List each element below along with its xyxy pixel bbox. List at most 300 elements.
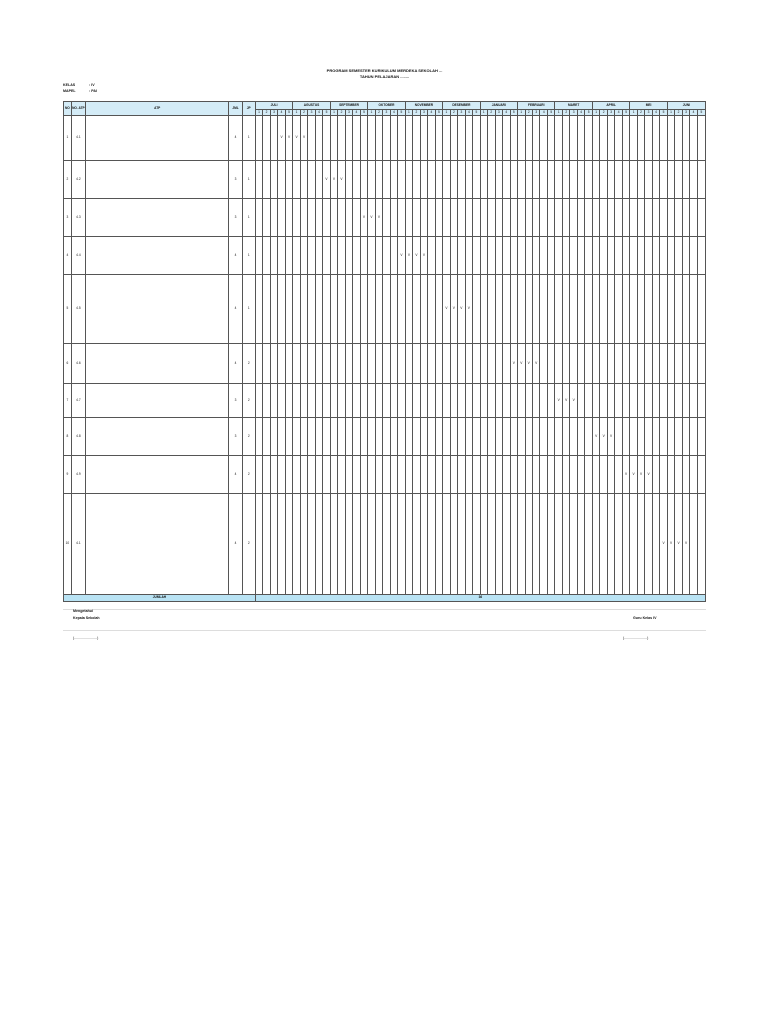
week-cell [660, 161, 668, 199]
week-cell [383, 344, 390, 384]
week-cell [368, 161, 375, 199]
week-cell [510, 418, 518, 456]
week-cell [338, 116, 345, 161]
guru-signature-line: (.......................) [623, 636, 649, 640]
atp-code: 4.1 [71, 116, 85, 161]
week-cell [368, 418, 375, 456]
week-cell [255, 384, 262, 418]
week-cell [607, 161, 614, 199]
week-cell [480, 237, 487, 275]
week-cell [645, 237, 652, 275]
week-cell [592, 237, 599, 275]
week-cell [510, 237, 518, 275]
week-cell [383, 456, 390, 494]
table-row [64, 418, 706, 456]
week-mark: V [450, 275, 457, 344]
week-cell [690, 344, 697, 384]
week-cell [420, 456, 427, 494]
week-cell [375, 494, 382, 595]
week-cell [383, 494, 390, 595]
week-header: 5 [473, 110, 481, 116]
week-cell [308, 456, 315, 494]
jml-value: 3 [229, 384, 242, 418]
week-header: 1 [405, 110, 412, 116]
week-cell [547, 275, 555, 344]
week-mark: V [562, 384, 569, 418]
week-cell [315, 199, 322, 237]
week-cell [562, 494, 569, 595]
week-cell [645, 494, 652, 595]
week-cell [510, 384, 518, 418]
week-mark: V [622, 456, 630, 494]
week-mark: V [660, 494, 668, 595]
week-cell [547, 161, 555, 199]
week-cell [562, 344, 569, 384]
week-cell [300, 199, 307, 237]
week-cell [285, 275, 293, 344]
week-cell [667, 237, 674, 275]
week-cell [375, 275, 382, 344]
week-mark: V [637, 456, 644, 494]
week-cell [525, 116, 532, 161]
week-cell [518, 275, 525, 344]
week-cell [592, 494, 599, 595]
atp-description [86, 199, 229, 237]
week-cell [428, 494, 435, 595]
jp-value: 2 [242, 418, 255, 456]
week-mark: V [607, 418, 614, 456]
week-cell [353, 161, 360, 199]
week-cell [518, 199, 525, 237]
week-cell [443, 456, 450, 494]
week-cell [622, 161, 630, 199]
week-cell [368, 275, 375, 344]
week-cell [630, 275, 637, 344]
week-mark: V [645, 456, 652, 494]
week-cell [390, 237, 397, 275]
week-header: 2 [263, 110, 270, 116]
week-cell [255, 237, 262, 275]
jml-value: 3 [229, 161, 242, 199]
week-cell [488, 199, 495, 237]
mapel-value: : PAI [89, 89, 97, 93]
week-cell [398, 161, 406, 199]
week-mark: V [375, 199, 382, 237]
table-row [64, 161, 706, 199]
week-cell [600, 344, 607, 384]
week-cell [428, 275, 435, 344]
week-cell [435, 161, 443, 199]
week-cell [600, 199, 607, 237]
week-cell [660, 456, 668, 494]
week-cell [630, 384, 637, 418]
month-header: JUNI [667, 102, 705, 110]
week-cell [308, 344, 315, 384]
week-cell [398, 344, 406, 384]
week-cell [285, 199, 293, 237]
week-cell [667, 116, 674, 161]
week-cell [525, 237, 532, 275]
week-cell [450, 116, 457, 161]
week-mark: V [330, 161, 337, 199]
week-cell [495, 494, 502, 595]
week-cell [547, 418, 555, 456]
week-cell [398, 418, 406, 456]
week-cell [450, 237, 457, 275]
week-cell [540, 275, 547, 344]
week-cell [480, 344, 487, 384]
week-cell [547, 199, 555, 237]
week-header: 1 [480, 110, 487, 116]
week-cell [278, 494, 285, 595]
week-cell [675, 116, 682, 161]
week-cell [360, 237, 368, 275]
week-cell [577, 199, 584, 237]
week-cell [435, 494, 443, 595]
week-cell [532, 237, 539, 275]
week-cell [630, 199, 637, 237]
jp-value: 2 [242, 456, 255, 494]
week-cell [300, 237, 307, 275]
week-cell [518, 237, 525, 275]
month-header: FEBRUARI [518, 102, 555, 110]
week-cell [652, 384, 659, 418]
week-cell [488, 344, 495, 384]
week-cell [630, 237, 637, 275]
row-number: 7 [64, 384, 72, 418]
week-cell [315, 275, 322, 344]
table-row [64, 237, 706, 275]
week-cell [503, 384, 510, 418]
week-cell [547, 237, 555, 275]
week-cell [607, 456, 614, 494]
week-cell [585, 199, 592, 237]
week-cell [465, 456, 472, 494]
week-mark: V [420, 237, 427, 275]
week-mark: V [368, 199, 375, 237]
week-cell [390, 275, 397, 344]
week-cell [615, 199, 622, 237]
week-cell [697, 116, 705, 161]
week-cell [308, 237, 315, 275]
week-cell [270, 199, 277, 237]
week-cell [308, 275, 315, 344]
week-cell [615, 344, 622, 384]
week-cell [518, 456, 525, 494]
week-cell [405, 418, 412, 456]
week-cell [518, 384, 525, 418]
week-cell [345, 237, 352, 275]
week-cell [652, 275, 659, 344]
week-cell [660, 199, 668, 237]
mapel-line [63, 89, 97, 94]
week-cell [585, 418, 592, 456]
jp-value: 1 [242, 237, 255, 275]
atp-description [86, 494, 229, 595]
week-cell [323, 456, 331, 494]
week-header: 4 [577, 110, 584, 116]
week-cell [465, 344, 472, 384]
jp-value: 1 [242, 161, 255, 199]
week-mark: V [338, 161, 345, 199]
week-cell [585, 161, 592, 199]
week-cell [682, 384, 689, 418]
week-cell [473, 494, 481, 595]
week-cell [660, 418, 668, 456]
week-mark: V [465, 275, 472, 344]
week-cell [353, 237, 360, 275]
week-cell [615, 161, 622, 199]
week-mark: V [675, 494, 682, 595]
week-mark: V [293, 116, 300, 161]
week-cell [450, 494, 457, 595]
week-cell [285, 494, 293, 595]
week-cell [428, 418, 435, 456]
week-cell [495, 275, 502, 344]
week-cell [450, 344, 457, 384]
week-cell [510, 456, 518, 494]
week-header: 1 [330, 110, 337, 116]
week-cell [503, 237, 510, 275]
week-cell [607, 384, 614, 418]
week-cell [360, 494, 368, 595]
week-cell [420, 384, 427, 418]
week-cell [338, 237, 345, 275]
week-mark: V [682, 494, 689, 595]
week-cell [540, 494, 547, 595]
week-cell [577, 161, 584, 199]
week-cell [577, 116, 584, 161]
week-header: 4 [315, 110, 322, 116]
week-cell [458, 494, 465, 595]
week-cell [293, 199, 300, 237]
week-cell [480, 456, 487, 494]
week-cell [690, 116, 697, 161]
week-mark: V [667, 494, 674, 595]
week-cell [270, 116, 277, 161]
week-cell [682, 237, 689, 275]
atp-description [86, 275, 229, 344]
week-cell [450, 199, 457, 237]
jml-value: 3 [229, 199, 242, 237]
week-cell [547, 494, 555, 595]
week-cell [465, 418, 472, 456]
row-number: 1 [64, 116, 72, 161]
kepala-sekolah-label: Kepala Sekolah [73, 616, 100, 620]
week-cell [398, 384, 406, 418]
summary-row [64, 595, 706, 602]
week-cell [592, 161, 599, 199]
week-cell [562, 418, 569, 456]
week-cell [255, 275, 262, 344]
week-cell [338, 384, 345, 418]
week-cell [308, 494, 315, 595]
week-cell [270, 275, 277, 344]
week-header: 2 [413, 110, 420, 116]
week-cell [263, 237, 270, 275]
week-cell [697, 161, 705, 199]
week-cell [278, 237, 285, 275]
week-cell [443, 237, 450, 275]
week-cell [413, 418, 420, 456]
atp-code: 4.8 [71, 418, 85, 456]
week-cell [503, 199, 510, 237]
week-cell [390, 161, 397, 199]
week-cell [585, 275, 592, 344]
week-cell [682, 275, 689, 344]
week-cell [465, 494, 472, 595]
week-cell [682, 418, 689, 456]
week-cell [570, 344, 577, 384]
week-cell [473, 344, 481, 384]
col-header-atp: ATP [86, 102, 229, 116]
week-cell [488, 161, 495, 199]
row-number: 4 [64, 237, 72, 275]
jml-value: 4 [229, 456, 242, 494]
month-header: JULI [255, 102, 292, 110]
week-cell [637, 418, 644, 456]
week-cell [443, 384, 450, 418]
table-row [64, 494, 706, 595]
week-cell [690, 237, 697, 275]
week-cell [652, 418, 659, 456]
week-header: 4 [278, 110, 285, 116]
week-cell [443, 344, 450, 384]
week-cell [600, 456, 607, 494]
col-header-no-atp: NO. ATP [71, 102, 85, 116]
week-cell [600, 494, 607, 595]
week-cell [360, 456, 368, 494]
week-header: 3 [308, 110, 315, 116]
week-cell [488, 384, 495, 418]
week-cell [390, 384, 397, 418]
week-cell [315, 344, 322, 384]
week-cell [330, 199, 337, 237]
week-cell [518, 116, 525, 161]
document-subtitle: TAHUN PELAJARAN ........ [359, 74, 410, 79]
week-cell [495, 456, 502, 494]
week-cell [270, 384, 277, 418]
program-semester-table [63, 101, 706, 602]
week-cell [540, 199, 547, 237]
week-cell [675, 161, 682, 199]
week-cell [323, 494, 331, 595]
week-cell [525, 275, 532, 344]
week-cell [495, 418, 502, 456]
week-cell [368, 237, 375, 275]
week-mark: V [360, 199, 368, 237]
week-cell [428, 199, 435, 237]
week-cell [510, 161, 518, 199]
week-cell [465, 161, 472, 199]
week-cell [405, 494, 412, 595]
week-header: 4 [353, 110, 360, 116]
week-header: 3 [383, 110, 390, 116]
week-cell [622, 116, 630, 161]
week-cell [323, 344, 331, 384]
week-cell [615, 384, 622, 418]
week-cell [345, 199, 352, 237]
week-cell [532, 275, 539, 344]
week-cell [405, 384, 412, 418]
week-cell [443, 418, 450, 456]
week-cell [435, 344, 443, 384]
week-cell [690, 418, 697, 456]
atp-description [86, 344, 229, 384]
week-cell [540, 161, 547, 199]
week-cell [697, 344, 705, 384]
week-cell [555, 494, 562, 595]
week-cell [428, 344, 435, 384]
week-cell [645, 384, 652, 418]
week-cell [622, 344, 630, 384]
week-cell [473, 418, 481, 456]
week-cell [330, 418, 337, 456]
week-cell [263, 418, 270, 456]
jp-value: 2 [242, 384, 255, 418]
week-cell [315, 418, 322, 456]
week-cell [255, 418, 262, 456]
week-cell [398, 494, 406, 595]
week-cell [585, 344, 592, 384]
week-cell [510, 275, 518, 344]
atp-code: 4.2 [71, 161, 85, 199]
week-cell [405, 199, 412, 237]
week-cell [278, 418, 285, 456]
week-cell [270, 494, 277, 595]
week-cell [413, 161, 420, 199]
week-cell [383, 116, 390, 161]
week-cell [345, 494, 352, 595]
week-cell [637, 494, 644, 595]
week-cell [675, 237, 682, 275]
week-cell [682, 199, 689, 237]
week-cell [645, 116, 652, 161]
week-cell [667, 456, 674, 494]
week-header: 2 [600, 110, 607, 116]
week-cell [615, 237, 622, 275]
week-cell [458, 344, 465, 384]
week-cell [473, 199, 481, 237]
week-cell [503, 456, 510, 494]
week-cell [435, 384, 443, 418]
week-cell [682, 116, 689, 161]
week-cell [398, 456, 406, 494]
week-cell [675, 384, 682, 418]
week-cell [555, 237, 562, 275]
jml-value: 4 [229, 237, 242, 275]
week-cell [375, 418, 382, 456]
week-cell [690, 199, 697, 237]
week-header: 3 [345, 110, 352, 116]
week-header: 3 [645, 110, 652, 116]
week-cell [330, 494, 337, 595]
week-cell [547, 384, 555, 418]
week-cell [652, 237, 659, 275]
week-cell [577, 456, 584, 494]
week-header: 3 [532, 110, 539, 116]
week-header: 4 [690, 110, 697, 116]
mengetahui-label: Mengetahui [73, 609, 93, 613]
week-cell [607, 275, 614, 344]
mapel-label: MAPEL [63, 89, 76, 93]
week-cell [473, 116, 481, 161]
week-cell [338, 456, 345, 494]
week-cell [263, 344, 270, 384]
week-cell [390, 494, 397, 595]
week-mark: V [570, 384, 577, 418]
week-cell [645, 344, 652, 384]
